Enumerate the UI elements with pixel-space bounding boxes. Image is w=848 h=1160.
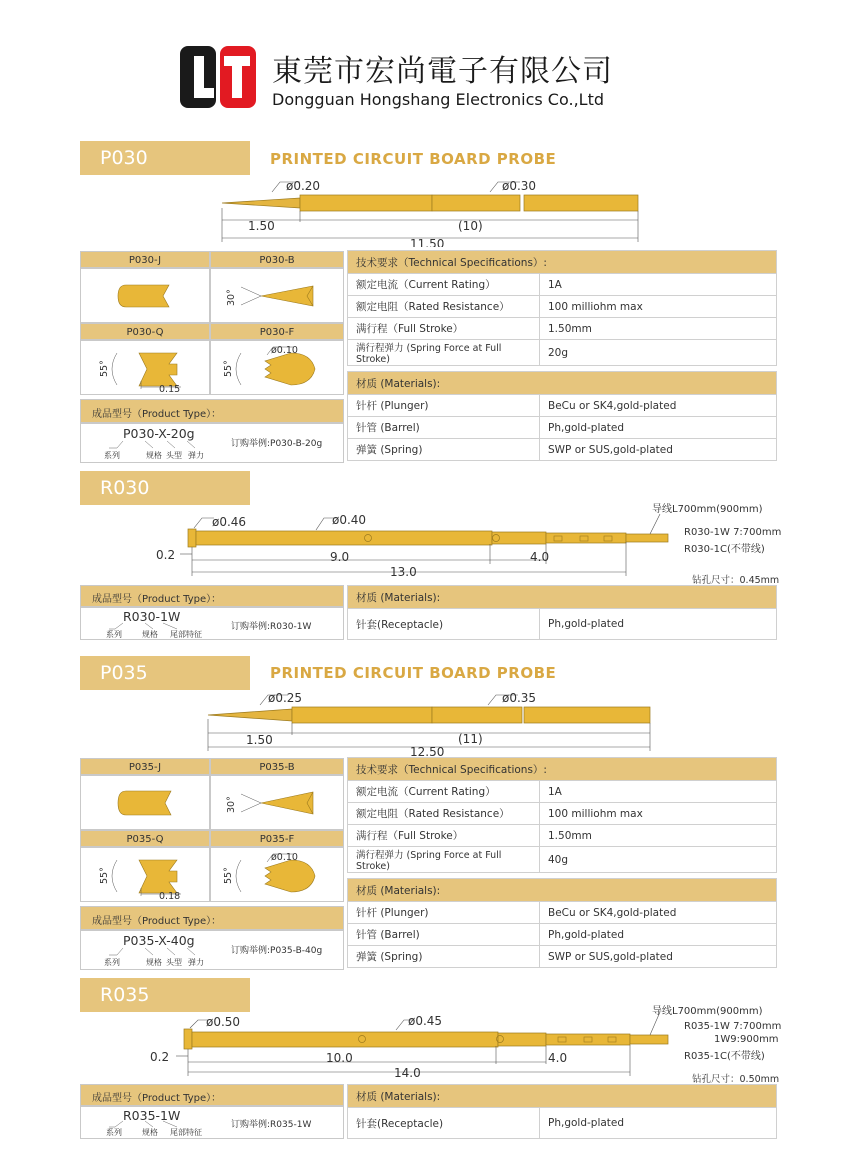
p030-tip-b-cell — [210, 268, 344, 323]
section-label-r035: R035 — [80, 978, 250, 1012]
r030-product-title: 成品型号（Product Type）： — [92, 594, 222, 605]
r030-total: 13.0 — [390, 565, 417, 579]
p035-total-len: 12.50 — [410, 745, 445, 757]
p030-tip-len: 1.50 — [248, 219, 275, 233]
p035-tip-j-drawing — [81, 776, 209, 829]
section-title-p030: PRINTED CIRCUIT BOARD PROBE — [270, 150, 557, 168]
p030-product-title: 成品型号（Product Type）： — [92, 409, 222, 420]
p030-tip-f-cell — [210, 340, 344, 395]
p035-product-code: P035-X-40g — [123, 933, 195, 948]
p030-mat-table — [347, 371, 777, 461]
p030-product-p1: 系列 — [104, 451, 120, 460]
r035-mat-table — [347, 1084, 777, 1139]
table-row: 满行程弹力 (Spring Force at Full Stroke) 20g — [348, 340, 777, 366]
r035-product-p3: 尾部特征 — [170, 1128, 202, 1137]
table-row: 针管 (Barrel) Ph,gold-plated — [348, 924, 777, 946]
p030-product-code: P030-X-20g — [123, 426, 195, 441]
p030-tip-j-label: P030-J — [80, 251, 210, 268]
r030-product-p1: 系列 — [106, 630, 122, 639]
p035-tip-len: 1.50 — [246, 733, 273, 747]
r030-wire: 导线L700mm(900mm) — [652, 504, 763, 515]
r035-order-example: 订购举例:R035-1W — [231, 1120, 312, 1130]
r030-note-2: R030-1C(不带线) — [684, 544, 765, 555]
table-row: 弹簧 (Spring) SWP or SUS,gold-plated — [348, 946, 777, 968]
company-logo — [180, 42, 258, 112]
r035-mat-title: 材质 (Materials): — [348, 1085, 777, 1108]
r035-note-2: 1W9:900mm — [714, 1034, 779, 1045]
r035-product-p2: 规格 — [142, 1128, 158, 1137]
p030-tip-f-label: P030-F — [210, 323, 344, 340]
p030-tip-q-drawing — [81, 341, 209, 394]
p030-body-len: (10) — [458, 219, 483, 233]
p030-tip-b-label: P030-B — [210, 251, 344, 268]
r035-left: 0.2 — [150, 1050, 170, 1064]
p030-spec-title: 技术要求（Technical Specifications）: — [348, 251, 777, 274]
r030-mat-title: 材质 (Materials): — [348, 586, 777, 609]
table-row: 针套(Receptacle) Ph,gold-plated — [348, 1108, 777, 1139]
r030-receptacle-drawing — [150, 500, 670, 582]
r035-product-title: 成品型号（Product Type）： — [92, 1093, 222, 1104]
p035-tip-q-label: P035-Q — [80, 830, 210, 847]
p035-probe-drawing — [198, 685, 658, 757]
table-row: 满行程（Full Stroke） 1.50mm — [348, 318, 777, 340]
p035-product-p3: 头型 — [166, 958, 182, 967]
p035-spec-table — [347, 757, 777, 873]
p035-tip-f-angle: 55° — [223, 867, 234, 884]
p035-tip-b-angle: 30° — [226, 796, 237, 813]
p035-tip-b-drawing — [211, 776, 343, 829]
p035-barrel-dia: ø0.35 — [502, 691, 537, 705]
r030-note-1: R030-1W 7:700mm — [684, 527, 782, 538]
p030-tip-f-drawing — [211, 341, 343, 394]
r030-a: 9.0 — [330, 550, 350, 564]
r030-b: 4.0 — [530, 550, 550, 564]
r035-note-1: R035-1W 7:700mm — [684, 1021, 782, 1032]
p030-mat-title: 材质 (Materials): — [348, 372, 777, 395]
r035-total: 14.0 — [394, 1066, 421, 1080]
p035-tip-j-cell — [80, 775, 210, 830]
r035-product-p1: 系列 — [106, 1128, 122, 1137]
company-name-cn: 東莞市宏尚電子有限公司 — [272, 54, 613, 89]
r035-receptacle-drawing — [150, 1008, 670, 1080]
p030-probe-drawing — [210, 172, 650, 247]
section-label-r030: R030 — [80, 471, 250, 505]
p035-tip-f-dim: ø0.10 — [271, 852, 298, 863]
table-row: 针套(Receptacle) Ph,gold-plated — [348, 609, 777, 640]
p035-tip-j-label: P035-J — [80, 758, 210, 775]
p030-tip-q-label: P030-Q — [80, 323, 210, 340]
p030-tip-f-angle: 55° — [223, 360, 234, 377]
r035-b: 4.0 — [548, 1051, 568, 1065]
p030-tip-q-cell — [80, 340, 210, 395]
p035-order-example: 订购举例:P035-B-40g — [231, 946, 323, 956]
p030-tip-f-dim: ø0.10 — [271, 345, 298, 356]
table-row: 额定电阻（Rated Resistance） 100 milliohm max — [348, 296, 777, 318]
p030-tip-q-dim: 0.15 — [159, 384, 181, 394]
r030-product-p2: 规格 — [142, 630, 158, 639]
table-row: 针管 (Barrel) Ph,gold-plated — [348, 417, 777, 439]
section-label-p035: P035 — [80, 656, 250, 690]
r030-left: 0.2 — [156, 548, 176, 562]
p035-tip-dia: ø0.25 — [268, 691, 303, 705]
r030-order-example: 订购举例:R030-1W — [231, 622, 312, 632]
p035-product-p4: 弹力 — [188, 958, 204, 967]
p035-product-title: 成品型号（Product Type）： — [92, 916, 222, 927]
table-row: 针杆 (Plunger) BeCu or SK4,gold-plated — [348, 902, 777, 924]
r030-d1: ø0.46 — [212, 515, 247, 529]
p030-spec-table — [347, 250, 777, 366]
p035-body-len: (11) — [458, 732, 483, 746]
p035-product-p1: 系列 — [104, 958, 120, 967]
r035-d1: ø0.50 — [206, 1015, 241, 1029]
r030-hole: 钻孔尺寸：0.45mm — [692, 575, 780, 586]
r035-wire: 导线L700mm(900mm) — [652, 1006, 763, 1017]
p030-tip-dia: ø0.20 — [286, 179, 321, 193]
p030-tip-q-angle: 55° — [99, 360, 110, 377]
p035-tip-f-cell — [210, 847, 344, 902]
p030-tip-b-drawing — [211, 269, 343, 322]
p035-tip-b-label: P035-B — [210, 758, 344, 775]
section-label-p030: P030 — [80, 141, 250, 175]
r035-product-code: R035-1W — [123, 1108, 181, 1123]
p035-product-p2: 规格 — [146, 958, 162, 967]
p035-tip-f-drawing — [211, 848, 343, 901]
p030-tip-j-cell — [80, 268, 210, 323]
p035-tip-b-cell — [210, 775, 344, 830]
p035-mat-title: 材质 (Materials): — [348, 879, 777, 902]
p035-spec-title: 技术要求（Technical Specifications）: — [348, 758, 777, 781]
r030-mat-table — [347, 585, 777, 640]
table-row: 弹簧 (Spring) SWP or SUS,gold-plated — [348, 439, 777, 461]
p035-tip-q-drawing — [81, 848, 209, 901]
table-row: 额定电阻（Rated Resistance） 100 milliohm max — [348, 803, 777, 825]
table-row: 额定电流（Current Rating） 1A — [348, 781, 777, 803]
r030-product-p3: 尾部特征 — [170, 630, 202, 639]
r035-d2: ø0.45 — [408, 1014, 443, 1028]
p035-mat-table — [347, 878, 777, 968]
r035-a: 10.0 — [326, 1051, 353, 1065]
p035-tip-f-label: P035-F — [210, 830, 344, 847]
table-row: 针杆 (Plunger) BeCu or SK4,gold-plated — [348, 395, 777, 417]
table-row: 满行程弹力 (Spring Force at Full Stroke) 40g — [348, 847, 777, 873]
r035-note-3: R035-1C(不带线) — [684, 1051, 765, 1062]
p030-product-p4: 弹力 — [188, 451, 204, 460]
table-row: 额定电流（Current Rating） 1A — [348, 274, 777, 296]
company-name-en: Dongguan Hongshang Electronics Co.,Ltd — [272, 90, 604, 109]
p030-order-example: 订购举例:P030-B-20g — [231, 439, 323, 449]
p030-tip-b-angle: 30° — [226, 289, 237, 306]
r035-hole: 钻孔尺寸：0.50mm — [692, 1074, 780, 1085]
p035-tip-q-dim: 0.18 — [159, 891, 181, 901]
p030-product-p2: 规格 — [146, 451, 162, 460]
p030-product-p3: 头型 — [166, 451, 182, 460]
p035-tip-q-cell — [80, 847, 210, 902]
p030-barrel-dia: ø0.30 — [502, 179, 537, 193]
r030-d2: ø0.40 — [332, 513, 367, 527]
p030-tip-j-drawing — [81, 269, 209, 322]
r030-product-code: R030-1W — [123, 609, 181, 624]
table-row: 满行程（Full Stroke） 1.50mm — [348, 825, 777, 847]
section-title-p035: PRINTED CIRCUIT BOARD PROBE — [270, 664, 557, 682]
p035-tip-q-angle: 55° — [99, 867, 110, 884]
p030-total-len: 11.50 — [410, 237, 445, 247]
